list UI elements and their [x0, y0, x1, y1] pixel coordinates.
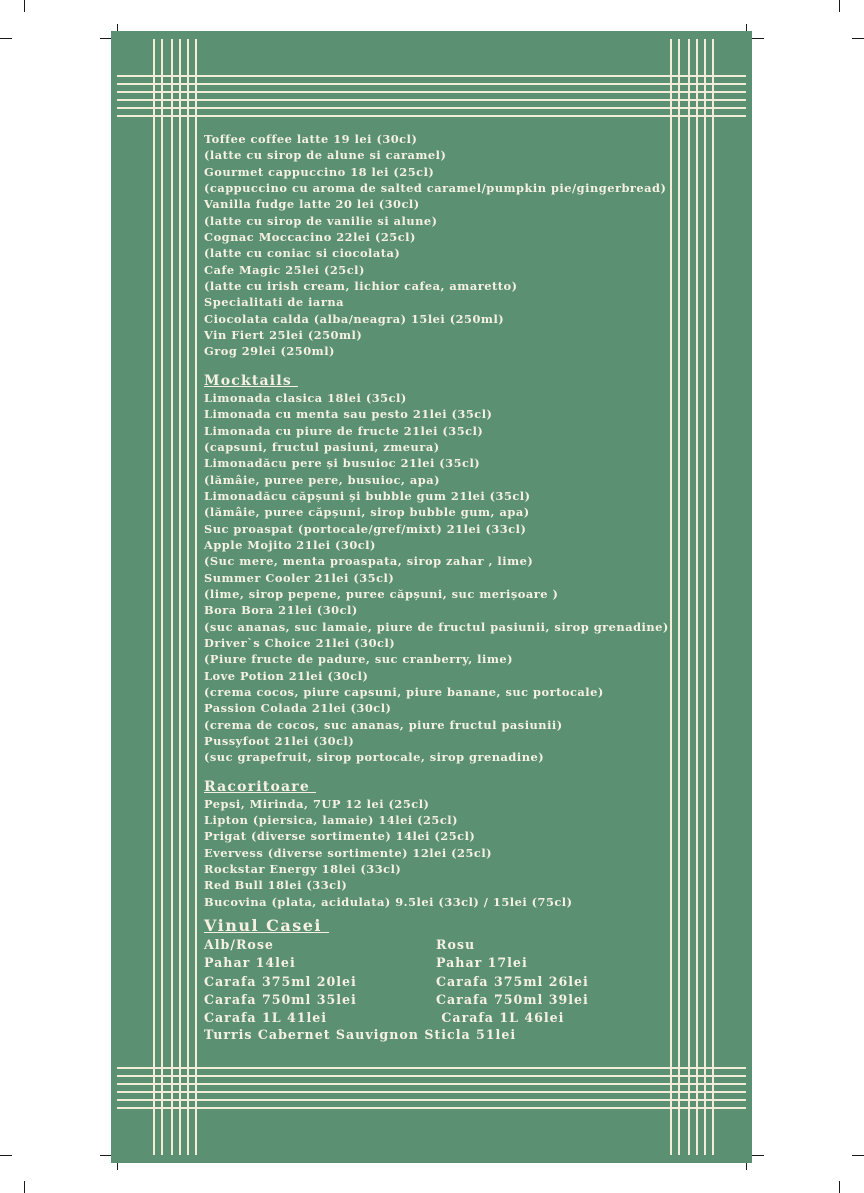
border-stripe [117, 1091, 746, 1093]
wine-column-rosu [436, 936, 589, 1027]
wine-item: Carafa 750ml 35lei [204, 991, 357, 1007]
border-stripe [117, 75, 746, 77]
border-stripe [117, 91, 746, 93]
border-stripe [171, 39, 173, 1155]
menu-item-description: (latte cu sirop de alune si caramel) [204, 148, 447, 163]
menu-item: Suc proaspat (portocale/gref/mixt) 21lei (33cl) [204, 521, 527, 536]
menu-item: Vin Fiert 25lei (250ml) [204, 328, 363, 343]
wine-item: Carafa 375ml 26lei [436, 973, 589, 989]
menu-item: Bucovina (plata, acidulata) 9.5lei (33cl) / 15lei (75cl) [204, 894, 573, 909]
wine-column-alb [204, 936, 357, 1027]
border-stripe [153, 39, 155, 1155]
menu-item: Red Bull 18lei (33cl) [204, 878, 348, 893]
border-stripe [117, 1083, 746, 1085]
menu-item: Limonada cu menta sau pesto 21lei (35cl) [204, 407, 493, 422]
crop-mark [24, 1181, 25, 1193]
menu-item: Prigat (diverse sortimente) 14lei (25cl) [204, 829, 476, 844]
wine-column-heading: Alb/Rose [204, 937, 274, 953]
subsection-heading: Specialitati de iarna [204, 295, 344, 310]
wine-bottle-item: Turris Cabernet Sauvignon Sticla 51lei [204, 1027, 517, 1043]
racoritoare-heading: Racoritoare [204, 778, 317, 795]
border-stripe [195, 39, 197, 1155]
vinul-casei-heading: Vinul Casei [204, 916, 330, 936]
menu-item: Limonadăcu căpșuni și bubble gum 21lei (35cl) [204, 488, 531, 503]
menu-item: Driver`s Choice 21lei (30cl) [204, 635, 396, 650]
border-stripe [187, 39, 189, 1155]
wine-item: Carafa 1L 41lei [204, 1009, 328, 1025]
menu-item-description: (suc ananas, suc lamaie, piure de fructul pasiunii, sirop grenadine) [204, 619, 669, 634]
menu-item-description: (latte cu sirop de vanilie si alune) [204, 213, 438, 228]
menu-item: Summer Cooler 21lei (35cl) [204, 570, 395, 585]
crop-mark [852, 1155, 864, 1156]
menu-item: Vanilla fudge latte 20 lei (30cl) [204, 197, 420, 212]
crop-mark [24, 0, 25, 12]
menu-item: Pussyfoot 21lei (30cl) [204, 734, 355, 749]
menu-item: Limonada clasica 18lei (35cl) [204, 390, 407, 405]
menu-item: Limonadăcu pere și busuioc 21lei (35cl) [204, 456, 481, 471]
menu-item-description: (latte cu irish cream, lichior cafea, amaretto) [204, 279, 518, 294]
crop-mark [839, 0, 840, 12]
crop-mark [839, 1181, 840, 1193]
mocktails-heading: Mocktails [204, 372, 298, 389]
menu-item-description: (Piure fructe de padure, suc cranberry, lime) [204, 652, 514, 667]
wine-item: Pahar 17lei [436, 955, 528, 971]
menu-item-description: (lămâie, puree pere, busuioc, apa) [204, 472, 440, 487]
menu-item: Love Potion 21lei (30cl) [204, 668, 369, 683]
wine-columns [204, 936, 724, 1026]
border-stripe [117, 107, 746, 109]
border-stripe [117, 83, 746, 85]
crop-mark [752, 1155, 764, 1156]
menu-item-description: (latte cu coniac si ciocolata) [204, 246, 401, 261]
crop-mark [0, 1155, 12, 1156]
crop-mark [752, 38, 764, 39]
menu-content [204, 131, 724, 1044]
border-stripe [117, 99, 746, 101]
menu-item: Bora Bora 21lei (30cl) [204, 603, 358, 618]
racoritoare-list [204, 796, 724, 910]
menu-item: Lipton (piersica, lamaie) 14lei (25cl) [204, 813, 459, 828]
mocktails-list [204, 390, 724, 766]
wine-item: Pahar 14lei [204, 955, 296, 971]
menu-item-description: (lime, sirop pepene, puree căpșuni, suc merișoare ) [204, 586, 559, 601]
menu-item: Toffee coffee latte 19 lei (30cl) [204, 132, 418, 146]
menu-item: Limonada cu piure de fructe 21lei (35cl) [204, 423, 484, 438]
border-stripe [117, 115, 746, 117]
menu-item: Apple Mojito 21lei (30cl) [204, 537, 376, 552]
menu-card [111, 31, 752, 1163]
menu-item-description: (crema cocos, piure capsuni, piure banane, suc portocale) [204, 685, 604, 699]
menu-item: Cognac Moccacino 22lei (25cl) [204, 230, 416, 245]
crop-mark [852, 38, 864, 39]
menu-item: Passion Colada 21lei (30cl) [204, 701, 392, 716]
menu-item: Gourmet cappuccino 18 lei (25cl) [204, 164, 435, 179]
menu-item-description: (cappuccino cu aroma de salted caramel/pumpkin pie/gingerbread) [204, 181, 667, 196]
wine-item: Carafa 1L 46lei [436, 1009, 565, 1025]
menu-item-description: (lămâie, puree căpșuni, sirop bubble gum, apa) [204, 505, 530, 520]
menu-item: Cafe Magic 25lei (25cl) [204, 262, 365, 277]
border-stripe [179, 39, 181, 1155]
crop-mark [0, 38, 12, 39]
crop-mark [746, 1162, 747, 1170]
wine-column-heading: Rosu [436, 937, 476, 953]
menu-item-description: (suc grapefruit, sirop portocale, sirop grenadine) [204, 750, 545, 765]
border-stripe [117, 1099, 746, 1101]
menu-item: Rockstar Energy 18lei (33cl) [204, 862, 402, 877]
menu-item: Grog 29lei (250ml) [204, 344, 335, 359]
specialty-coffee-list [204, 131, 724, 360]
border-stripe [117, 1075, 746, 1077]
menu-item: Ciocolata calda (alba/neagra) 15lei (250ml) [204, 311, 505, 326]
menu-item: Pepsi, Mirinda, 7UP 12 lei (25cl) [204, 796, 430, 811]
crop-mark [117, 1162, 118, 1170]
wine-item: Carafa 750ml 39lei [436, 991, 589, 1007]
menu-item-description: (capsuni, fructul pasiuni, zmeura) [204, 439, 440, 454]
menu-item-description: (Suc mere, menta proaspata, sirop zahar , lime) [204, 554, 534, 569]
border-stripe [117, 1107, 746, 1109]
wine-item: Carafa 375ml 20lei [204, 973, 357, 989]
border-stripe [161, 39, 163, 1155]
menu-item-description: (crema de cocos, suc ananas, piure fructul pasiunii) [204, 717, 563, 732]
border-stripe [117, 1067, 746, 1069]
menu-item: Evervess (diverse sortimente) 12lei (25cl) [204, 845, 493, 860]
